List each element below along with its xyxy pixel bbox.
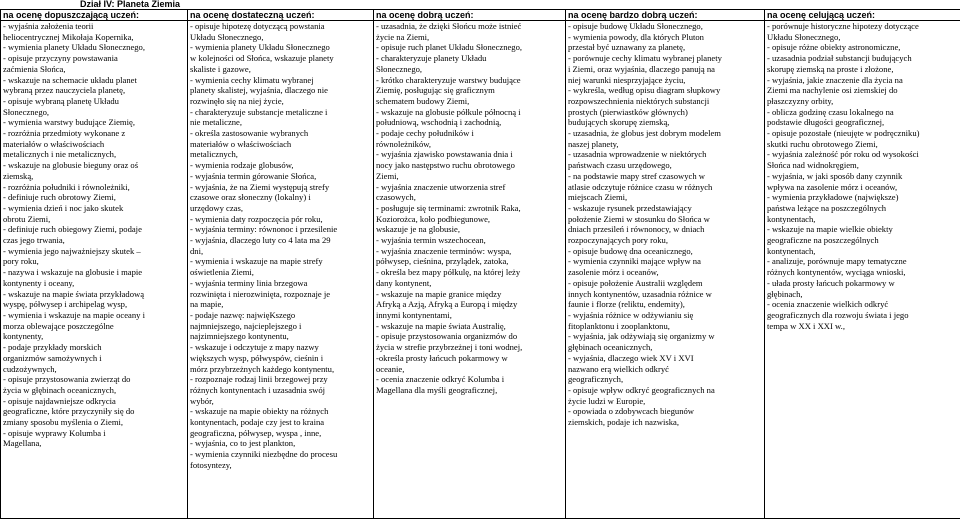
criteria-line: geograficzne na poszczególnych bbox=[767, 235, 879, 246]
criteria-line: geograficznych, bbox=[568, 374, 624, 385]
criteria-line: - opisuje przystosowania organizmów do bbox=[376, 331, 518, 342]
criteria-line: Koziorożca, koło podbiegunowe, bbox=[376, 213, 491, 224]
criteria-line: zasolenie mórz i oceanów, bbox=[568, 267, 659, 278]
criteria-line: rozpoczynających pory roku, bbox=[568, 235, 668, 246]
criteria-line: metalicznych, bbox=[190, 149, 238, 160]
criteria-line: południową, wschodnią i zachodnią, bbox=[376, 117, 502, 128]
criteria-line: - wymienia jego najważniejszy skutek – bbox=[3, 245, 141, 256]
criteria-line: dany kontynent, bbox=[376, 277, 432, 288]
criteria-line: - wyjaśnia, jak odżywiają się organizmy w bbox=[568, 331, 715, 342]
criteria-line: - wymienia warstwy budujące Ziemię, bbox=[3, 117, 135, 128]
criteria-line: i Ziemi, oraz wyjaśnia, dlaczego panują na bbox=[568, 63, 715, 74]
criteria-line: różnych kontynentach i uzasadnia swój bbox=[190, 384, 326, 395]
criteria-line: - opisuje przyczyny powstawania bbox=[3, 53, 118, 64]
criteria-line: Magellana dla myśli geograficznej, bbox=[376, 384, 498, 395]
criteria-line: - wymienia i wskazuje na mapie oceany i bbox=[3, 309, 145, 320]
criteria-line: rozwinięta i nierozwinięta, rozpoznaje je bbox=[190, 288, 331, 299]
criteria-line: prostych (pierwiastków głównych) bbox=[568, 106, 688, 117]
criteria-line: nie metaliczne, bbox=[190, 117, 243, 128]
header-grade-2: na ocenę dopuszczającą uczeń: bbox=[1, 10, 188, 21]
criteria-row bbox=[1, 21, 960, 519]
criteria-line: organizmów samożywnych i bbox=[3, 352, 102, 363]
criteria-line: innych kontynentów, uzasadnia różnice w bbox=[568, 288, 712, 299]
criteria-line: - wyjaśnia zjawisko powstawania dnia i bbox=[376, 149, 513, 160]
criteria-line: - opisuje przystosowania zwierząt do bbox=[3, 374, 131, 385]
criteria-line: Ziemi, bbox=[376, 170, 399, 181]
criteria-line: - wskazuje na mapie obiekty na różnych bbox=[190, 406, 329, 417]
criteria-line: - wskazuje na mapie granice między bbox=[376, 288, 502, 299]
criteria-line: mórz przybrzeżnych każdego kontynentu, bbox=[190, 363, 335, 374]
criteria-line: - wymienia dzień i noc jako skutek bbox=[3, 202, 124, 213]
criteria-line: geograficzna, półwysep, wyspa , inne, bbox=[190, 427, 322, 438]
criteria-line: - określa bez mapy półkulę, na której leży bbox=[376, 267, 521, 278]
criteria-line: heliocentrycznej Mikołaja Kopernika, bbox=[3, 31, 134, 42]
criteria-line: ziemskich, podaje ich nazwiska, bbox=[568, 417, 679, 428]
criteria-line: planety skalistej, wyjaśnia, dlaczego nie bbox=[190, 85, 328, 96]
criteria-line: głębinach oceanicznych, bbox=[568, 342, 653, 353]
criteria-line: głębinach, bbox=[767, 288, 803, 299]
criteria-line: - analizuje, porównuje mapy tematyczne bbox=[767, 256, 907, 267]
criteria-line: urzędowy czas, bbox=[190, 202, 243, 213]
criteria-line: - rozpoznaje rodzaj linii brzegowej przy bbox=[190, 374, 328, 385]
criteria-line: - wskazuje na mapie wielkie obiekty bbox=[767, 224, 893, 235]
criteria-line: - wyjaśnia, w jaki sposób dany czynnik bbox=[767, 170, 903, 181]
header-grade-5: na ocenę bardzo dobrą uczeń: bbox=[566, 10, 765, 21]
criteria-line: - wyjaśnia, że na Ziemi występują strefy bbox=[190, 181, 330, 192]
criteria-line: skutki ruchu obrotowego Ziemi, bbox=[767, 138, 878, 149]
criteria-line: - wskazuje na schemacie układu planet bbox=[3, 74, 137, 85]
criteria-line: faunie i florze (reliktu, endemity), bbox=[568, 299, 685, 310]
criteria-line: życie ludzi w Europie, bbox=[568, 395, 646, 406]
criteria-grade-4 bbox=[374, 21, 566, 519]
criteria-line: fotosyntezy, bbox=[190, 459, 232, 470]
criteria-line: - wyjaśnia, co to jest plankton, bbox=[190, 438, 296, 449]
criteria-line: - opisuje wybraną planetę Układu bbox=[3, 95, 119, 106]
criteria-line: - wymienia daty rozpoczęcia pór roku, bbox=[190, 213, 323, 224]
criteria-line: czasowych, bbox=[376, 192, 416, 203]
criteria-line: zaćmienia Słońca, bbox=[3, 63, 66, 74]
criteria-line: - uzasadnia podział substancji budujących bbox=[767, 53, 912, 64]
criteria-line: miejscach Ziemi, bbox=[568, 192, 628, 203]
criteria-line: dniach przesileń i równonocy, w dniach bbox=[568, 224, 705, 235]
criteria-line: geograficzne, które przyczyniły się do bbox=[3, 406, 135, 417]
criteria-line: dni, bbox=[190, 245, 204, 256]
criteria-line: - wyjaśnia, jakie znaczenie dla życia na bbox=[767, 74, 903, 85]
criteria-line: - wyjaśnia, dlaczego luty co 4 lata ma 29 bbox=[190, 235, 331, 246]
criteria-line: - wyjaśnia, dlaczego wiek XV i XVI bbox=[568, 352, 694, 363]
criteria-line: skorupę ziemską na proste i złożone, bbox=[767, 63, 894, 74]
criteria-line: podstawie długości geograficznej, bbox=[767, 117, 885, 128]
criteria-line: oceanie, bbox=[376, 363, 405, 374]
criteria-line: czas jego trwania, bbox=[3, 235, 65, 246]
criteria-line: - rozróżnia przedmioty wykonane z bbox=[3, 128, 126, 139]
criteria-line: czasowe oraz słoneczny (lokalny) i bbox=[190, 192, 311, 203]
criteria-line: materiałów o właściwościach bbox=[190, 138, 292, 149]
criteria-line: - opisuje hipotezę dotyczącą powstania bbox=[190, 21, 325, 31]
criteria-line: geograficznych dla rozwoju świata i jego bbox=[767, 309, 909, 320]
criteria-line: oświetlenia Ziemi, bbox=[190, 267, 254, 278]
criteria-line: - wymienia czynniki mające wpływ na bbox=[568, 256, 701, 267]
criteria-line: - wymienia czynniki niezbędne do procesu bbox=[190, 449, 338, 460]
criteria-line: - wymienia planety Układu Słonecznego bbox=[190, 42, 330, 53]
criteria-line: Ziemię, posługując się graficznym bbox=[376, 85, 495, 96]
criteria-line: życie na Ziemi, bbox=[376, 31, 430, 42]
criteria-line: - wyjaśnia założenia teorii bbox=[3, 21, 94, 31]
criteria-line: - wyjaśnia znaczenie terminów: wyspa, bbox=[376, 245, 512, 256]
criteria-line: państwa leżące na poszczególnych bbox=[767, 202, 887, 213]
header-row bbox=[1, 10, 960, 21]
criteria-line: - ocenia znaczenie odkryć Kolumba i bbox=[376, 374, 505, 385]
criteria-line: - wskazuje i odczytuje z mapy nazwy bbox=[190, 342, 319, 353]
criteria-line: równoleżników, bbox=[376, 138, 432, 149]
criteria-line: - wskazuje na globusie bieguny oraz oś bbox=[3, 160, 139, 171]
criteria-line: - wskazuje na mapie świata przykładową bbox=[3, 288, 145, 299]
criteria-line: płaszczyzny orbity, bbox=[767, 95, 834, 106]
criteria-line: Słonecznego, bbox=[376, 63, 423, 74]
criteria-line: - wyjaśnia znaczenie utworzenia stref bbox=[376, 181, 506, 192]
criteria-line: różnych kontynentów, wyciąga wnioski, bbox=[767, 267, 906, 278]
criteria-line: - uzasadnia, że globus jest dobrym modelem bbox=[568, 128, 721, 139]
criteria-line: - opisuje ruch planet Układu Słonecznego, bbox=[376, 42, 523, 53]
criteria-line: - opisuje wpływ odkryć geograficznych na bbox=[568, 384, 715, 395]
criteria-line: - nazywa i wskazuje na globusie i mapie bbox=[3, 267, 143, 278]
criteria-line: wskazuje je na globusie, bbox=[376, 224, 461, 235]
criteria-line: ziemską, bbox=[3, 170, 34, 181]
criteria-line: kontynenty i oceany, bbox=[3, 277, 75, 288]
criteria-line: Słońca nad widnokręgiem, bbox=[767, 160, 859, 171]
criteria-line: fitoplanktonu i zooplanktonu, bbox=[568, 320, 670, 331]
criteria-line: - ułada prosty łańcuch pokarmowy w bbox=[767, 277, 895, 288]
criteria-line: - wskazuje na mapie świata Australię, bbox=[376, 320, 506, 331]
criteria-line: życia w strefie przybrzeżnej i toni wodnej, bbox=[376, 342, 523, 353]
criteria-line: życia w głębinach oceanicznych, bbox=[3, 384, 117, 395]
criteria-line: wybór, bbox=[190, 395, 214, 406]
criteria-line: - wyjaśnia różnice w odżywianiu się bbox=[568, 309, 694, 320]
header-grade-6: na ocenę celującą uczeń: bbox=[765, 10, 960, 21]
criteria-line: - opisuje różne obiekty astronomiczne, bbox=[767, 42, 901, 53]
criteria-line: - wskazuje na globusie półkule północną i bbox=[376, 106, 521, 117]
criteria-line: - wymienia powody, dla których Pluton bbox=[568, 31, 704, 42]
criteria-line: kontynenty, bbox=[3, 331, 44, 342]
criteria-line: rozwinęło się na niej życie, bbox=[190, 95, 284, 106]
criteria-line: - wymienia planety Układu Słonecznego, bbox=[3, 42, 145, 53]
criteria-grade-6 bbox=[765, 21, 960, 519]
criteria-line: - wyjaśnia termin wszechocean, bbox=[376, 235, 486, 246]
criteria-line: - posługuje się terminami: zwrotnik Raka, bbox=[376, 202, 521, 213]
criteria-line: nocy jako następstwo ruchu obrotowego bbox=[376, 160, 515, 171]
criteria-line: najmniejszego, najcieplejszego i bbox=[190, 320, 302, 331]
criteria-line: przestał być uznawany za planetę, bbox=[568, 42, 686, 53]
criteria-line: - rozróżnia południki i równoleżniki, bbox=[3, 181, 130, 192]
criteria-line: metalicznych i nie metalicznych, bbox=[3, 149, 117, 160]
criteria-line: budujących skorupę ziemską, bbox=[568, 117, 670, 128]
criteria-line: najzimniejszego kontynentu, bbox=[190, 331, 289, 342]
criteria-line: - wymienia rodzaje globusów, bbox=[190, 160, 294, 171]
criteria-line: - porównuje historyczne hipotezy dotyczące bbox=[767, 21, 919, 31]
criteria-line: tempa w XX i XXI w., bbox=[767, 320, 845, 331]
criteria-line: pory roku, bbox=[3, 256, 39, 267]
criteria-line: - opisuje najdawniejsze odkrycia bbox=[3, 395, 116, 406]
criteria-line: - uzasadnia, że dzięki Słońcu może istnieć bbox=[376, 21, 522, 31]
criteria-line: większych wysp, półwyspów, cieśnin i bbox=[190, 352, 324, 363]
criteria-line: - podaje nazwę: najwięKszego bbox=[190, 309, 296, 320]
criteria-line: - wymienia i wskazuje na mapie strefy bbox=[190, 256, 323, 267]
criteria-line: położenie Ziemi w stosunku do Słońca w bbox=[568, 213, 710, 224]
criteria-line: -określa prosty łańcuch pokarmowy w bbox=[376, 352, 508, 363]
criteria-line: Ziemi ma nachylenie osi ziemskiej do bbox=[767, 85, 898, 96]
criteria-line: schematem budowy Ziemi, bbox=[376, 95, 470, 106]
criteria-line: - opisuje pozostałe (nieujęte w podręczniku) bbox=[767, 128, 920, 139]
criteria-line: - wymienia cechy klimatu wybranej bbox=[190, 74, 314, 85]
criteria-line: - opisuje budowę Układu Słonecznego, bbox=[568, 21, 703, 31]
criteria-line: Magellana, bbox=[3, 438, 42, 449]
criteria-line: Układu Słonecznego, bbox=[190, 31, 264, 42]
criteria-line: wybraną przez nauczyciela planetę, bbox=[3, 85, 126, 96]
criteria-line: - uzasadnia wprowadzenie w niektórych bbox=[568, 149, 707, 160]
criteria-grade-5 bbox=[566, 21, 765, 519]
criteria-line: - opisuje wyprawy Kolumba i bbox=[3, 427, 106, 438]
header-grade-3: na ocenę dostateczną uczeń: bbox=[188, 10, 374, 21]
criteria-line: atlasie odczytuje różnice czasu w różnych bbox=[568, 181, 713, 192]
grading-criteria-table bbox=[0, 9, 960, 519]
criteria-line: - opisuje budowę dna oceanicznego, bbox=[568, 245, 693, 256]
criteria-line: - określa zastosowanie wybranych bbox=[190, 128, 309, 139]
criteria-line: wpływa na zasolenie mórz i oceanów, bbox=[767, 181, 898, 192]
criteria-line: - wykreśla, według opisu diagram słupkowy bbox=[568, 85, 721, 96]
criteria-line: - porównuje cechy klimatu wybranej planety bbox=[568, 53, 722, 64]
criteria-line: - wyjaśnia termin górowanie Słońca, bbox=[190, 170, 317, 181]
criteria-grade-2 bbox=[1, 21, 188, 519]
criteria-line: morza oblewające poszczególne bbox=[3, 320, 114, 331]
criteria-line: cudzożywnych, bbox=[3, 363, 57, 374]
criteria-line: na mapie, bbox=[190, 299, 224, 310]
criteria-line: - definiuje ruch obrotowy Ziemi, bbox=[3, 192, 116, 203]
criteria-line: Afryką a Azją, Afryką a Europą i między bbox=[376, 299, 518, 310]
criteria-line: - wyjaśnia terminy: równonoc i przesilenie bbox=[190, 224, 338, 235]
criteria-line: - wyjaśnia zależność pór roku od wysokości bbox=[767, 149, 919, 160]
criteria-line: - podaje przykłady morskich bbox=[3, 342, 102, 353]
criteria-line: - wymienia przykładowe (największe) bbox=[767, 192, 899, 203]
criteria-line: kontynentach, podaje czy jest to kraina bbox=[190, 417, 325, 428]
criteria-line: rozpowszechnienia niektórych substancji bbox=[568, 95, 710, 106]
criteria-line: nazwano erą wielkich odkryć bbox=[568, 363, 669, 374]
criteria-line: - opisuje położenie Australii względem bbox=[568, 277, 703, 288]
header-grade-4: na ocenę dobrą uczeń: bbox=[374, 10, 566, 21]
criteria-line: Układu Słonecznego, bbox=[767, 31, 841, 42]
criteria-line: - krótko charakteryzuje warstwy budujące bbox=[376, 74, 521, 85]
criteria-line: - ocenia znaczenie wielkich odkryć bbox=[767, 299, 889, 310]
criteria-line: wyspę, półwysep i archipelag wysp, bbox=[3, 299, 128, 310]
section-title: Dział IV: Planeta Ziemia bbox=[80, 0, 181, 9]
criteria-line: państwach czasu urzędowego, bbox=[568, 160, 672, 171]
criteria-line: - charakteryzuje planety Układu bbox=[376, 53, 487, 64]
criteria-line: - na podstawie mapy stref czasowych w bbox=[568, 170, 705, 181]
criteria-line: w kolejności od Słońca, wskazuje planety bbox=[190, 53, 334, 64]
criteria-line: - oblicza godzinę czasu lokalnego na bbox=[767, 106, 894, 117]
criteria-line: - wskazuje rysunek przedstawiający bbox=[568, 202, 692, 213]
criteria-line: materiałów o właściwościach bbox=[3, 138, 105, 149]
criteria-line: kontynentach, bbox=[767, 245, 816, 256]
criteria-line: naszej planety, bbox=[568, 138, 619, 149]
criteria-line: półwysep, cieśnina, przylądek, zatoka, bbox=[376, 256, 509, 267]
criteria-line: niej warunki niesprzyjające życiu, bbox=[568, 74, 686, 85]
criteria-line: skaliste i gazowe, bbox=[190, 63, 251, 74]
criteria-line: kontynentach, bbox=[767, 213, 816, 224]
criteria-line: - wyjaśnia terminy linia brzegowa bbox=[190, 277, 308, 288]
criteria-line: - podaje cechy południków i bbox=[376, 128, 474, 139]
criteria-line: - charakteryzuje substancje metaliczne i bbox=[190, 106, 328, 117]
criteria-line: - definiuje ruch obiegowy Ziemi, podaje bbox=[3, 224, 142, 235]
criteria-line: zmiany sposobu myślenia o Ziemi, bbox=[3, 417, 124, 428]
criteria-line: innymi kontynentami, bbox=[376, 309, 452, 320]
criteria-line: - opowiada o zdobywcach biegunów bbox=[568, 406, 695, 417]
criteria-grade-3 bbox=[188, 21, 374, 519]
criteria-line: obrotu Ziemi, bbox=[3, 213, 51, 224]
criteria-line: Słonecznego, bbox=[3, 106, 50, 117]
